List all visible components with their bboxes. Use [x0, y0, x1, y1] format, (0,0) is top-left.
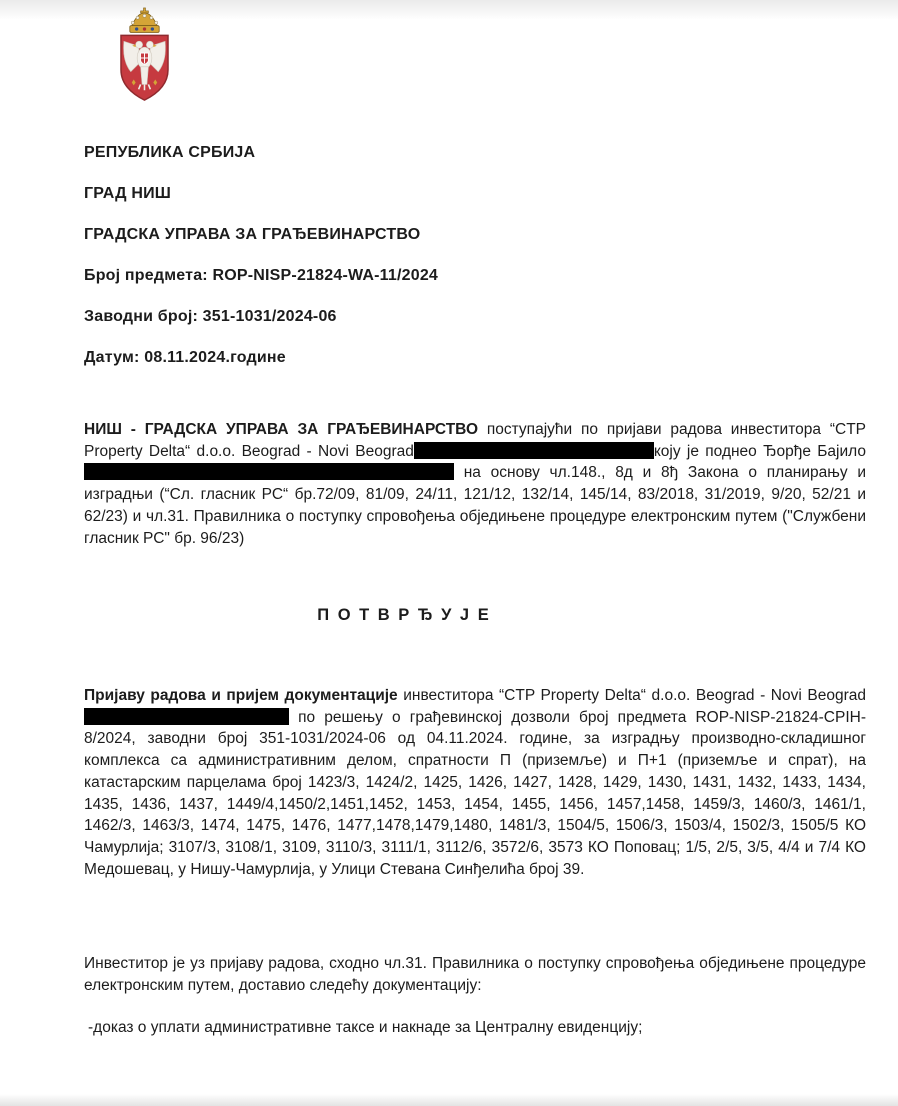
date-label: Датум: [84, 349, 140, 366]
case-number-line [84, 266, 784, 285]
documentation-paragraph: Инвеститор је уз пријаву радова, сходно чл.31. Правилника о поступку спровођења обједињене процедуре електронским путем, доставио следећу документацију: [84, 955, 866, 994]
confirmation-paragraph [84, 685, 866, 880]
confirmation-paragraph-segment-2: по решењу о грађевинској дозволи број предмета ROP-NISP-21824-CPIH-8/2024, заводни број 351-1031/2024-06 од 04.11.2024. године, за изградњу производно-складишног комплекса са административним делом, спратности П (приземље) и П+1 (приземље и спрат), на катастарским парцелама број 1423/3, 1424/2, 1425, 1426, 1427, 1428, 1429, 1430, 1431, 1432, 1433, 1434, 1435, 1436, 1437, 1449/4,1450/2,1451,1452, 1453, 1454, 1455, 1456, 1457,1458, 1459/3, 1460/3, 1461/1, 1462/3, 1463/3, 1474, 1475, 1476, 1477,1478,1479,1480, 1481/3, 1504/5, 1506/3, 1503/4, 1502/3, 1505/5 КО Чамурлија; 3107/3, 3108/1, 3109, 3110/3, 3111/1, 3112/6, 3572/6, 3573 КО Поповац; 1/5, 2/5, 3/5, 4/4 и 7/4 КО Медошевац, у Нишу-Чамурлија, у Улици Стевана Синђелића број 39. [84, 708, 866, 878]
intro-paragraph-segment-3: на основу чл.148., 8д и 8ђ Закона о планирању и изградњи (“Сл. гласник РС“ бр.72/09, 81/09, 24/11, 121/12, 132/14, 145/14, 83/2018, 31/2019, 9/20, 52/21 и 62/23) и чл.31. Правилника о поступку спровођења обједињене процедуре електронским путем ("Службени гласник РС" бр. 96/23) [84, 464, 866, 547]
redaction-box [84, 708, 289, 725]
masthead-authority: ГРАДСКА УПРАВА ЗА ГРАЂЕВИНАРСТВО [84, 226, 421, 243]
documentation-item: -доказ о уплати административне таксе и накнаде за Централну евиденцију; [88, 1019, 643, 1036]
confirmation-paragraph-segment-1: инвеститора “CTP Property Delta“ d.o.o. Beograd - Novi Beograd [397, 687, 866, 704]
redaction-box [84, 463, 454, 480]
case-number-value: ROP-NISP-21824-WA-11/2024 [212, 267, 439, 284]
intro-paragraph-segment-2: коју је поднео Ђорђе Бајило [653, 442, 866, 460]
confirmation-paragraph-lead: Пријаву радова и пријем документације [84, 687, 398, 704]
registry-number-line [84, 307, 784, 326]
registry-number-label: Заводни број: [84, 308, 199, 325]
registry-number-value: 351-1031/2024-06 [202, 308, 337, 325]
date-value: 08.11.2024.године [144, 349, 286, 366]
page-bottom-edge-shading [0, 1094, 898, 1106]
verb-heading: П О Т В Р Ђ У Ј Е [317, 606, 491, 624]
intro-paragraph-lead: НИШ - ГРАДСКА УПРАВА ЗА ГРАЂЕВИНАРСТВО [84, 421, 479, 438]
masthead-republic: РЕПУБЛИКА СРБИЈА [84, 144, 256, 161]
masthead-city: ГРАД НИШ [84, 185, 172, 202]
intro-paragraph [84, 419, 866, 549]
date-line [84, 348, 784, 367]
intro-paragraph-segment-1: поступајући по пријави радова инвеститора “CTP Property Delta“ d.o.o. Beograd - Novi Beograd [84, 421, 866, 460]
redaction-box [414, 442, 654, 459]
serbia-coat-of-arms-icon [113, 7, 176, 105]
masthead [84, 143, 784, 389]
case-number-label: Број предмета: [84, 267, 208, 284]
